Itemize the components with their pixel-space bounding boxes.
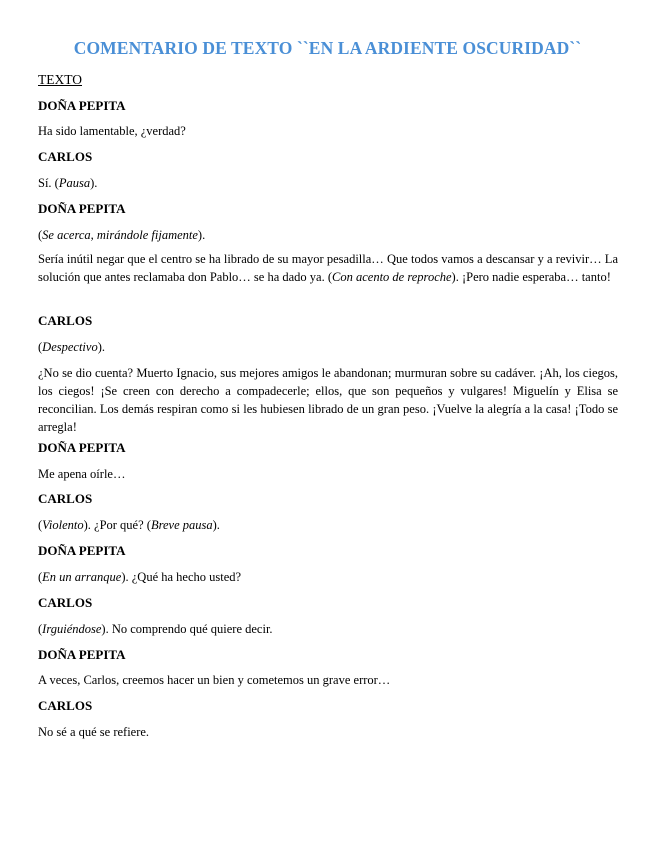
- speaker-name: DOÑA PEPITA: [38, 647, 126, 662]
- dialogue-line: [38, 174, 618, 192]
- speaker-name: DOÑA PEPITA: [38, 543, 126, 558]
- dialogue-text: ).: [212, 518, 220, 532]
- dialogue-text: (: [38, 518, 43, 532]
- speaker-name: CARLOS: [38, 698, 93, 713]
- dialogue-text: (: [38, 340, 43, 354]
- speaker-name: DOÑA PEPITA: [38, 201, 126, 216]
- dialogue-text: (: [38, 570, 43, 584]
- dialogue-line: [38, 364, 618, 436]
- stage-direction: Breve pausa: [150, 518, 213, 532]
- stage-direction: Despectivo: [42, 340, 98, 354]
- stage-direction: En un arranque: [42, 570, 122, 584]
- dialogue-text: Ha sido lamentable, ¿verdad?: [38, 124, 186, 138]
- dialogue-text: ).: [97, 340, 105, 354]
- dialogue-text: ). ¿Por qué? (: [83, 518, 151, 532]
- dialogue-text: ¿No se dio cuenta? Muerto Ignacio, sus mejores amigos le abandonan; murmuran sobre su cadáver. ¡Ah, los ciegos, los ciegos! ¡Se creen con derecho a compadecerle; ellos, que son pequeños y vulgares! Miguelín y Elisa se reconcilian. Los demás respiran como si les hubiesen librado de un gran peso. ¡Vuelve la alegría a la casa! ¡Todo se arregla!: [38, 366, 618, 434]
- stage-direction: Pausa: [58, 176, 91, 190]
- dialogue-text: ). ¿Qué ha hecho usted?: [121, 570, 242, 584]
- dialogue-line: [38, 122, 618, 140]
- dialogue-line: [38, 568, 618, 586]
- dialogue-text: ).: [197, 228, 206, 242]
- dialogue-text: ). No comprendo qué quiere decir.: [101, 622, 273, 636]
- dialogue-line: [38, 620, 618, 638]
- dialogue-line: [38, 226, 618, 244]
- document-title: COMENTARIO DE TEXTO ``EN LA ARDIENTE OSCURIDAD``: [73, 38, 582, 58]
- speaker-name: CARLOS: [38, 149, 93, 164]
- stage-direction: Irguiéndose: [42, 622, 102, 636]
- dialogue-text: Sí. (: [38, 176, 59, 190]
- dialogue-text: (: [38, 228, 43, 242]
- dialogue-line: [38, 465, 618, 483]
- stage-direction: Con acento de reproche: [332, 270, 452, 284]
- dialogue-line: [38, 671, 618, 689]
- speaker-name: DOÑA PEPITA: [38, 98, 126, 113]
- dialogue-text: ).: [90, 176, 98, 190]
- section-label-texto: TEXTO: [38, 72, 82, 87]
- dialogue-line: [38, 250, 618, 286]
- dialogue-line: [38, 516, 618, 534]
- speaker-name: DOÑA PEPITA: [38, 440, 126, 455]
- stage-direction: Se acerca, mirándole fijamente: [42, 228, 198, 242]
- stage-direction: Violento: [42, 518, 84, 532]
- dialogue-text: No sé a qué se refiere.: [38, 725, 150, 739]
- dialogue-text: A veces, Carlos, creemos hacer un bien y cometemos un grave error…: [38, 673, 391, 687]
- dialogue-text: ). ¡Pero nadie esperaba… tanto!: [451, 270, 611, 284]
- speaker-name: CARLOS: [38, 595, 93, 610]
- speaker-name: CARLOS: [38, 313, 93, 328]
- dialogue-line: [38, 723, 618, 741]
- dialogue-text: Me apena oírle…: [38, 467, 126, 481]
- dialogue-line: [38, 338, 618, 356]
- dialogue-text: Sería inútil negar que el centro se ha librado de su mayor pesadilla… Que todos vamos a descansar y a revivir… La solución que antes reclamaba don Pablo… se ha dado ya. (: [38, 252, 618, 284]
- dialogue-text: (: [38, 622, 43, 636]
- speaker-name: CARLOS: [38, 491, 93, 506]
